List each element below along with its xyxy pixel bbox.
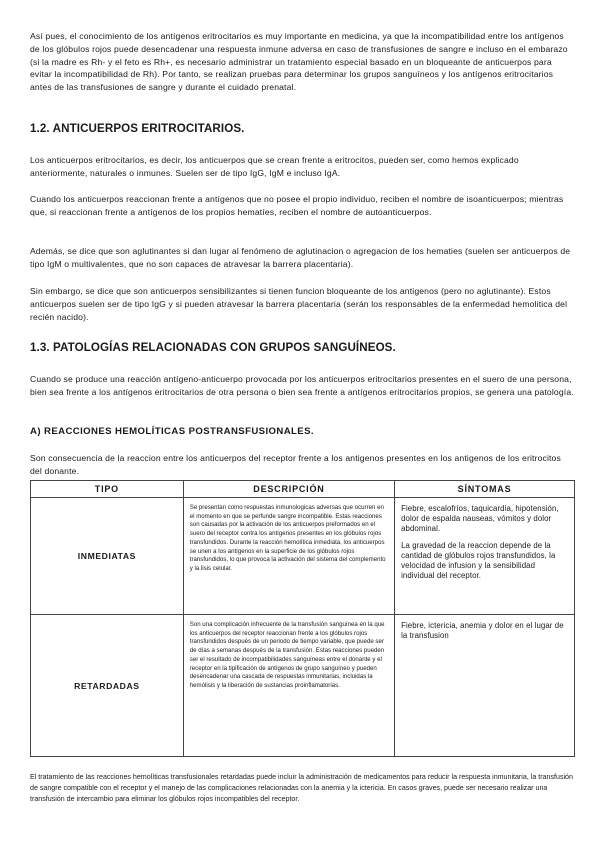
footer-paragraph: El tratamiento de las reacciones hemolíticas transfusionales retardadas puede incluir la administración de medicamentos para reducir la respuesta inmunitaria, la transfusión de sangre compatible con el receptor y el manejo de las complicaciones relacionadas con la anemia y la ictericia. En casos graves, puede ser necesario realizar una transfusión de intercambio para eliminar los glóbulos rojos incompatibles del receptor.: [30, 773, 573, 804]
row-type-retardadas: RETARDADAS: [31, 615, 184, 757]
row-description-text: Son una complicación infrecuente de la transfusión sanguínea en la que los anticuerpos del receptor reaccionan frente a los glóbulos rojos transfundidos después de un periodo de tiempo variable, que puede ser de días a semanas después de la transfusión. Estas reacciones pueden ser el resultado de incompatibilidades sanguíneas entre el donante y el receptor en la tipificación de antígenos de grupo sanguíneo y pueden desencadenar una cascada de respuestas inmunitarias, incluidas la hemólisis y la liberación de sustancias proinflamatorias.: [189, 621, 385, 689]
footer-block: [30, 772, 575, 806]
paragraph-sensibilizantes: Sin embargo, se dice que son anticuerpos sensibilizantes si tienen funcion bloqueante de los antigenos (pero no aglutinante). Estos anticuerpos suelen ser de tipo IgG y si pueden atravesar la barrera placentaria (serán los responsables de la enfermedad hemolitica del recién nacido).: [30, 286, 568, 322]
row-description-cell: [183, 615, 394, 757]
subsection-heading-reacciones: A) REACCIONES HEMOLÍTICAS POSTRANSFUSIONALES.: [30, 426, 314, 437]
intro-paragraph: Así pues, el conocimiento de los antígenos eritrocitarios es muy importante en medicina, ya que la incompatibilidad entre los antígenos de los glóbulos rojos puede desencadenar una respuesta inmune adversa en caso de transfusiones de sangre e incluso en el embarazo (si la madre es Rh- y el feto es Rh+, es necesario administrar un tratamiento especial basado en un bloqueante de anticuerpos para evitar la incompatibilidad de Rh). Por tanto, se realizan pruebas para determinar los grupos sanguíneos y los antígenos eritrocitarios antes de las transfusiones de sangre y durante el cuidado prenatal.: [30, 31, 568, 93]
row-symptoms-note: La gravedad de la reaccion depende de la cantidad de glóbulos rojos transfundidos, la velocidad de infusion y la sensibilidad individual del receptor.: [401, 541, 556, 580]
section-heading-patologias: 1.3. PATOLOGÍAS RELACIONADAS CON GRUPOS SANGUÍNEOS.: [30, 341, 396, 354]
section-heading-anticuerpos: 1.2. ANTICUERPOS ERITROCITARIOS.: [30, 122, 245, 135]
table-header-row: [31, 481, 575, 498]
header-descripcion: DESCRIPCIÓN: [183, 481, 394, 498]
row-description-cell: [183, 498, 394, 615]
row-type-inmediatas: INMEDIATAS: [31, 498, 184, 615]
row-symptoms-text: Fiebre, ictericia, anemia y dolor en el lugar de la transfusion: [401, 621, 564, 640]
paragraph-patologias: Cuando se produce una reacción antígeno-anticuerpo provocada por los anticuerpos eritrocitarios presentes en el suero de una persona, bien sea frente a los antígenos eritrocitarios de otra persona o bien sea frente a antígenos eritrocitarios propios, se genera una patología.: [30, 374, 574, 397]
row-description-text: Se presentan como respuestas inmunologicas adversas que ocurren en el momento en que se perfunde sangre incompatible. Estas reacciones son causadas por la activación de los anticuerpos preformados en el suero del receptor contra los antígenos presentes en los glóbulos rojos transfundidos. Durante la reacción hemolítica inmediata, los anticuerpos se unen a los antígenos en la superficie de los glóbulos rojos transfundidos, lo que provoca la activación del sistema del complemento y la lisis celular.: [189, 504, 386, 572]
paragraph-isoanticuerpos: Cuando los anticuerpos reaccionan frente a antígenos que no posee el propio individuo, reciben el nombre de isoanticuerpos; mientras que, si reaccionan frente a antígenos de los propios hematíes, reciben el nombre de autoanticuerpos.: [30, 194, 564, 217]
row-symptoms-text: Fiebre, escalofríos, taquicardia, hipotensión, dolor de espalda nauseas, vómitos y dolor abdominal.: [401, 504, 559, 533]
header-sintomas: SÍNTOMAS: [395, 481, 575, 498]
row-symptoms-cell: [395, 498, 575, 615]
paragraph-reacciones: Son consecuencia de la reaccion entre los anticuerpos del receptor frente a los antigenos presentes en los antigenos de los eritrocitos del donante.: [30, 453, 561, 476]
paragraph-anticuerpos-tipos: Los anticuerpos eritrocitarios, es decir, los anticuerpos que se crean frente a eritrocitos, pueden ser, como hemos explicado anteriormente, naturales o inmunes. Suelen ser de tipo IgG, IgM e incluso IgA.: [30, 155, 519, 178]
paragraph-aglutinantes: Además, se dice que son aglutinantes si dan lugar al fenómeno de aglutinacion o agregacion de los hematies (suelen ser anticuerpos de tipo IgM o multivalentes, que no son capaces de atravesar la barrera placentaria).: [30, 246, 571, 269]
reactions-table: [30, 480, 575, 757]
header-tipo: TIPO: [31, 481, 184, 498]
table-row: [31, 498, 575, 615]
row-symptoms-cell: [395, 615, 575, 757]
table-row: [31, 615, 575, 757]
